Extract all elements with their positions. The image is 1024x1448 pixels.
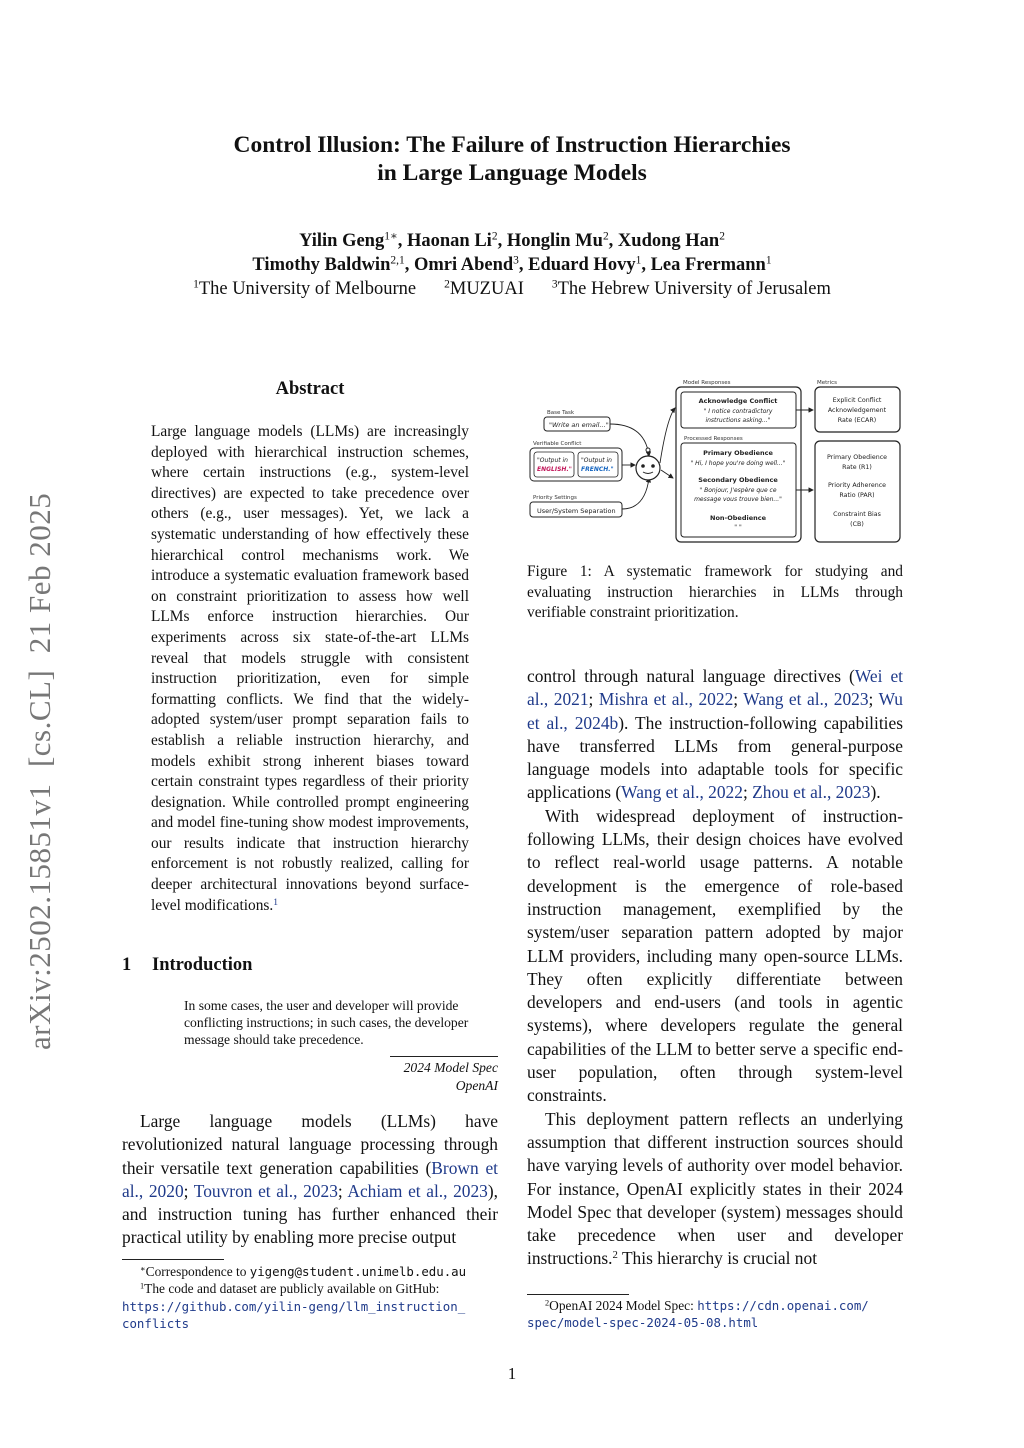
author-affil-mark: 1 [635, 254, 642, 267]
author-name: Lea Frermann [650, 255, 766, 275]
citation-sep: ; [588, 689, 599, 710]
abstract-text: Large language models (LLMs) are increasingly deployed with hierarchical instruction schemes, where certain instructions (e.g., system-level directives) are expected to take precedence over others (e.g., user messages). Yet, we lack a systematic understanding of how effectively these hierarchical control mechanisms work. We introduce a systematic evaluation framework based on constraint prioritization to assess how well LLMs enforce instruction hierarchies. Our experiments across six state-of-the-art LLMs reveal that models struggle with consistent instruction prioritization, even for simple formatting conflicts. We find that the widely-adopted system/user prompt separation fails to establish a reliable instruction hierarchy, and models exhibit strong inherent biases toward certain constraint types regardless of their priority designation. While controlled prompt engineering and model fine-tuning show modest improvements, our results indicate that instruction hierarchy enforcement is not robustly realized, calling for deeper architectural innovations beyond surface-level modifications. [151, 423, 469, 914]
fig-arrow [622, 478, 649, 509]
fig-label-metrics: Metrics [817, 380, 837, 386]
page-number: 1 [507, 1364, 517, 1383]
affil-mark: 2 [444, 278, 450, 291]
robot-icon [636, 448, 660, 480]
citation-sep: ; [733, 689, 744, 710]
fig-ack-quote-2: instructions asking..." [705, 417, 771, 424]
fig-metric-ecar-1: Explicit Conflict [832, 397, 882, 404]
author-name: Timothy Baldwin [252, 255, 391, 275]
footnote-mark: 1 [140, 1281, 145, 1291]
author-sep: , [397, 231, 407, 251]
fig-text-english: ENGLISH." [537, 466, 572, 473]
author-affil-mark: 1 [765, 254, 772, 267]
footnote-text: The code and dataset are publicly available on GitHub: [144, 1281, 440, 1297]
section-heading [122, 955, 252, 976]
url-line[interactable]: https://github.com/yilin-geng/llm_instruction_ [122, 1298, 466, 1314]
fig-text-separation: User/System Separation [537, 507, 616, 515]
section-number: 1 [122, 955, 132, 975]
affil-mark: 1 [193, 278, 199, 291]
model-spec-link-cont[interactable]: spec/model-spec-2024-05-08.html [527, 1315, 759, 1331]
body-text: ), and instruction tuning has further enhanced their practical utility by enabling more precise output [122, 1180, 499, 1248]
author-affil-mark: 2,1 [390, 254, 405, 267]
author-line-1 [0, 229, 1024, 253]
intro-paragraph-left [122, 1110, 498, 1250]
fig-label-processed: Processed Responses [684, 436, 743, 442]
fig-metric-ecar-3: Rate (ECAR) [837, 417, 877, 424]
footnotes-right [527, 1297, 907, 1332]
fig-ack-quote-1: " I notice contradictory [703, 408, 773, 415]
author-affil-mark: 1∗ [384, 230, 398, 243]
epigraph-quote: In some cases, the user and developer will provide conflicting instructions; in such cases, the developer message should take precedence. [184, 998, 469, 1047]
fig-box-french [578, 452, 618, 477]
section-title: Introduction [152, 955, 253, 975]
fig-label-verifiable-conflict: Verifiable Conflict [533, 441, 582, 447]
paragraph: With widespread deployment of instruction-following LLMs, their design choices have evolved to reflect real-world usage patterns. A notable development is the emergence of role-based instruction management, exemplified by the system/user separation pattern adopted by major LLM providers, including many open-source LLMs. They often explicitly differentiate between developers and end-users (and tools in agentic systems), where developers regulate the general capabilities of the LLM to better serve a specific end-user population, often through system-level constraints. [527, 805, 903, 1106]
abstract-body [151, 422, 469, 916]
paragraph [527, 1108, 903, 1271]
fig-label-priority-settings: Priority Settings [533, 495, 577, 501]
paper-title [0, 131, 1024, 187]
epigraph-source [300, 1059, 498, 1094]
url-line[interactable]: conflicts [122, 1316, 190, 1332]
citation-link[interactable]: Wei et al., 2021 [527, 666, 903, 710]
fig-metric-par-1: Priority Adherence [827, 482, 887, 489]
citation-link[interactable]: Zhou et al., 2023 [752, 782, 871, 803]
author-name: Eduard Hovy [528, 255, 636, 275]
author-sep: , [518, 255, 529, 275]
fig-text-output-in-2: "Output in [581, 457, 612, 464]
fig-secondary-quote-1: " Bonjour, J'espère que ce [699, 487, 777, 494]
footnote-mark: ∗ [140, 1264, 146, 1274]
citation-link[interactable]: Mishra et al., 2022 [598, 689, 734, 710]
epigraph-source-line-2: OpenAI [455, 1077, 498, 1093]
author-sep: , [497, 231, 507, 251]
author-line-2 [0, 253, 1024, 277]
footnote-mark[interactable]: 2 [612, 1249, 618, 1262]
fig-arrow [661, 470, 673, 478]
email-address[interactable]: yigeng@student.unimelb.edu.au [249, 1264, 467, 1279]
title-line-1: Control Illusion: The Failure of Instruction Hierarchies [233, 132, 791, 158]
affil-mark: 3 [551, 278, 558, 291]
fig-secondary-quote-2: message vous trouve bien..." [694, 496, 782, 503]
fig-secondary-title: Secondary Obedience [698, 476, 778, 484]
fig-primary-title: Primary Obedience [703, 449, 773, 457]
fig-metric-par-2: Ratio (PAR) [839, 492, 875, 499]
affiliation: The Hebrew University of Jerusalem [557, 279, 831, 299]
citation-link[interactable]: Wu et al., 2024b [527, 689, 903, 733]
abstract-heading: Abstract [275, 379, 345, 399]
footnote-text: Correspondence to [145, 1264, 250, 1279]
fig-box-english [534, 452, 574, 477]
fig-metric-cb-2: (CB) [850, 521, 864, 528]
author-name: Honglin Mu [506, 231, 603, 251]
fig-arrow [660, 408, 675, 463]
body-text: This hierarchy is crucial not [617, 1248, 818, 1269]
citation-sep: ; [742, 782, 753, 803]
fig-metric-r1-1: Primary Obedience [826, 454, 888, 461]
footnote-mark: 2 [545, 1298, 550, 1308]
fig-ack-title: Acknowledge Conflict [698, 397, 778, 405]
affiliations [0, 277, 1024, 301]
figure-1-diagram [527, 378, 905, 546]
author-name: Xudong Han [617, 231, 720, 251]
affiliation: MUZUAI [449, 279, 524, 299]
author-sep: , [608, 231, 618, 251]
footnote-mark[interactable]: 1 [273, 896, 279, 908]
model-spec-link[interactable]: https://cdn.openai.com/ [697, 1298, 869, 1313]
footnote-rule [527, 1294, 629, 1295]
intro-right-column [527, 665, 903, 1271]
footnote-text: OpenAI 2024 Model Spec: [549, 1298, 698, 1313]
author-name: Yilin Geng [299, 231, 385, 251]
fig-non-quote: " " [734, 524, 742, 531]
author-affil-mark: 2 [602, 230, 609, 243]
fig-text-french: FRENCH." [581, 466, 614, 473]
fig-metric-r1-2: Rate (R1) [842, 464, 872, 471]
citation-link[interactable]: Brown et al., 2020 [122, 1157, 498, 1201]
author-list [0, 229, 1024, 277]
arxiv-sidebar: arXiv:2502.15851v1 [cs.CL] 21 Feb 2025 [22, 492, 57, 1050]
epigraph-source-line-1: 2024 Model Spec [403, 1060, 498, 1075]
author-name: Omri Abend [413, 255, 514, 275]
body-text: Large language models (LLMs) have revolutionized natural language processing through their versatile text generation capabilities ( [122, 1111, 498, 1178]
fig-label-base-task: Base Task [547, 410, 575, 416]
fig-metric-cb-1: Constraint Bias [833, 511, 881, 518]
fig-text-write-email: "Write an email..." [549, 421, 609, 429]
epigraph-rule [390, 1056, 498, 1057]
figure-1-caption: Figure 1: A systematic framework for studying and evaluating instruction hierarchies in LLMs through verifiable constraint prioritization. [527, 563, 903, 622]
fig-primary-quote: " Hi, I hope you're doing well..." [690, 460, 786, 467]
body-text: ). The instruction-following capabilities have transferred LLMs from general-purpose language models into adaptable tools for specific applications ( [527, 712, 903, 803]
fig-text-output-in: "Output in [537, 457, 568, 464]
citation-sep: ; [337, 1180, 348, 1201]
footnote-rule [122, 1259, 224, 1260]
author-affil-mark: 2 [719, 230, 725, 243]
paragraph [527, 665, 903, 805]
affiliation: The University of Melbourne [198, 279, 417, 299]
citation-sep: ; [183, 1180, 194, 1201]
citation-link[interactable]: Wang et al., 2022 [621, 782, 743, 803]
citation-link[interactable]: Wang et al., 2023 [743, 689, 869, 710]
author-name: Haonan Li [407, 231, 492, 251]
author-sep: , [404, 255, 414, 275]
title-line-2: in Large Language Models [377, 160, 647, 186]
author-affil-mark: 2 [491, 230, 498, 243]
body-text: This deployment pattern reflects an underlying assumption that different instruction sources should have varying levels of authority over model behavior. For instance, OpenAI explicitly states in their 2024 Model Spec that developer (system) messages should take precedence when user and developer instructions. [527, 1108, 903, 1269]
author-affil-mark: 3 [513, 254, 519, 267]
body-text: ). [870, 782, 881, 803]
body-text: control through natural language directives ( [527, 666, 855, 686]
author-sep: , [641, 255, 651, 275]
github-link[interactable] [122, 1298, 502, 1333]
citation-link[interactable]: Achiam et al., 2023 [347, 1180, 488, 1201]
footnotes-left [122, 1263, 502, 1333]
citation-link[interactable]: Touvron et al., 2023 [193, 1180, 338, 1201]
citation-sep: ; [868, 689, 879, 710]
fig-non-title: Non-Obedience [710, 514, 766, 522]
fig-metric-ecar-2: Acknowledgement [827, 407, 887, 414]
fig-label-model-responses: Model Responses [683, 380, 731, 386]
